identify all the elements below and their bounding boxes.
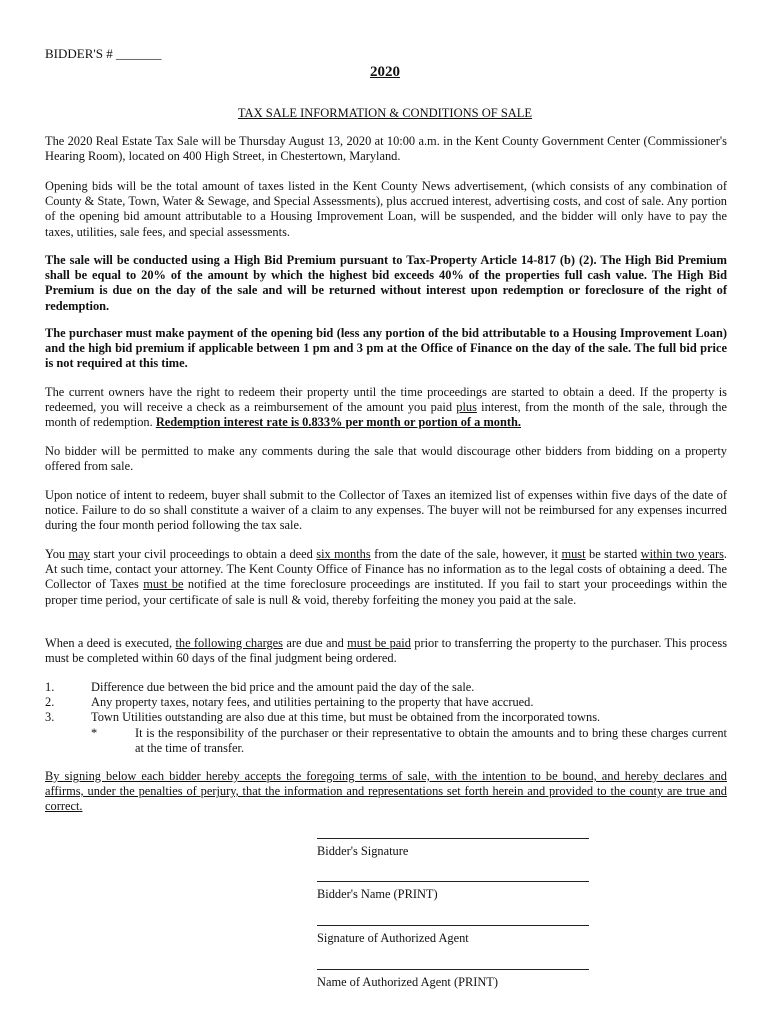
signature-block-agent-name [317, 969, 589, 990]
signature-block-bidder-signature [317, 838, 589, 859]
paragraph-expenses: Upon notice of intent to redeem, buyer shall submit to the Collector of Taxes an itemized list of expenses within five days of the date of notice. Failure to do so shall constitute a waiver of a claim to any expenses. The buyer will not be reimbursed for any expenses incurred during the four month period following the tax sale. [45, 488, 727, 533]
signature-line[interactable] [317, 838, 589, 839]
paragraph-redemption: The current owners have the right to redeem their property until the time proceedings are started to obtain a deed. If the property is redeemed, you will receive a check as a reimbursement of the amount you paid plus interest, from the month of the sale, through the month of redemption. Redemption interest rate is 0.833% per month or portion of a month. [45, 385, 727, 430]
redemption-rate: Redemption interest rate is 0.833% per month or portion of a month. [155, 415, 521, 430]
signature-block-bidder-name [317, 881, 589, 902]
paragraph-no-comments: No bidder will be permitted to make any comments during the sale that would discourage other bidders from bidding on a property offered from sale. [45, 444, 727, 474]
list-item: 2. Any property taxes, notary fees, and utilities pertaining to the property that have accrued. [45, 695, 534, 710]
signature-block-agent-signature [317, 925, 589, 946]
paragraph-sale-date: The 2020 Real Estate Tax Sale will be Thursday August 13, 2020 at 10:00 a.m. in the Kent County Government Center (Commissioner's Hearing Room), located on 400 High Street, in Chestertown, Maryland. [45, 134, 727, 164]
signature-label: Signature of Authorized Agent [317, 931, 469, 945]
paragraph-opening-bids: Opening bids will be the total amount of taxes listed in the Kent County News advertisement, (which consists of any combination of County & State, Town, Water & Sewage, and Special Assessments), plus accrued interest, advertising costs, and cost of sale. Any portion of the opening bid amount attributable to a Housing Improvement Loan, will be suspended, and the bidder will only have to pay the taxes, utilities, sale fees, and special assessments. [45, 179, 727, 239]
paragraph-high-bid-premium: The sale will be conducted using a High Bid Premium pursuant to Tax-Property Article 14-817 (b) (2). The High Bid Premium shall be equal to 20% of the amount by which the highest bid exceeds 40% of the properties full cash value. The High Bid Premium is due on the day of the sale and will be returned without interest upon redemption or foreclosure of the right of redemption. [45, 253, 727, 313]
list-sub-item: * It is the responsibility of the purchaser or their representative to obtain the amounts and to bring these charges current at the time of transfer. [91, 725, 727, 755]
document-title: TAX SALE INFORMATION & CONDITIONS OF SALE [237, 106, 533, 120]
signature-line[interactable] [317, 969, 589, 970]
charges-list [45, 680, 727, 756]
paragraph-payment: The purchaser must make payment of the opening bid (less any portion of the bid attributable to a Housing Improvement Loan) and the high bid premium if applicable between 1 pm and 3 pm at the Office of Finance on the day of the sale. The full bid price is not required at this time. [45, 326, 727, 371]
bidder-number: BIDDER'S # _______ [45, 46, 162, 61]
paragraph-affirmation: By signing below each bidder hereby accepts the foregoing terms of sale, with the intention to be bound, and hereby declares and affirms, under the penalties of perjury, that the information and representations set forth herein and provided to the county are true and correct. [45, 769, 727, 814]
paragraph-civil-proceedings: You may start your civil proceedings to obtain a deed six months from the date of the sale, however, it must be started within two years. At such time, contact your attorney. The Kent County Office of Finance has no information as to the legal costs of obtaining a deed. The Collector of Taxes must be notified at the time foreclosure proceedings are instituted. If you fail to start your proceedings within the proper time period, your certificate of sale is null & void, thereby forfeiting the money you paid at the sale. [45, 547, 728, 607]
document-year: 2020 [370, 64, 400, 80]
list-item: 3. Town Utilities outstanding are also due at this time, but must be obtained from the incorporated towns. [45, 710, 601, 725]
paragraph-deed-charges: When a deed is executed, the following charges are due and must be paid prior to transferring the property to the purchaser. This process must be completed within 60 days of the final judgment being ordered. [45, 636, 728, 666]
signature-line[interactable] [317, 881, 589, 882]
signature-line[interactable] [317, 925, 589, 926]
signature-label: Bidder's Name (PRINT) [317, 887, 438, 901]
signature-label: Bidder's Signature [317, 844, 409, 858]
list-item: 1. Difference due between the bid price and the amount paid the day of the sale. [45, 680, 475, 694]
signature-label: Name of Authorized Agent (PRINT) [317, 975, 499, 989]
